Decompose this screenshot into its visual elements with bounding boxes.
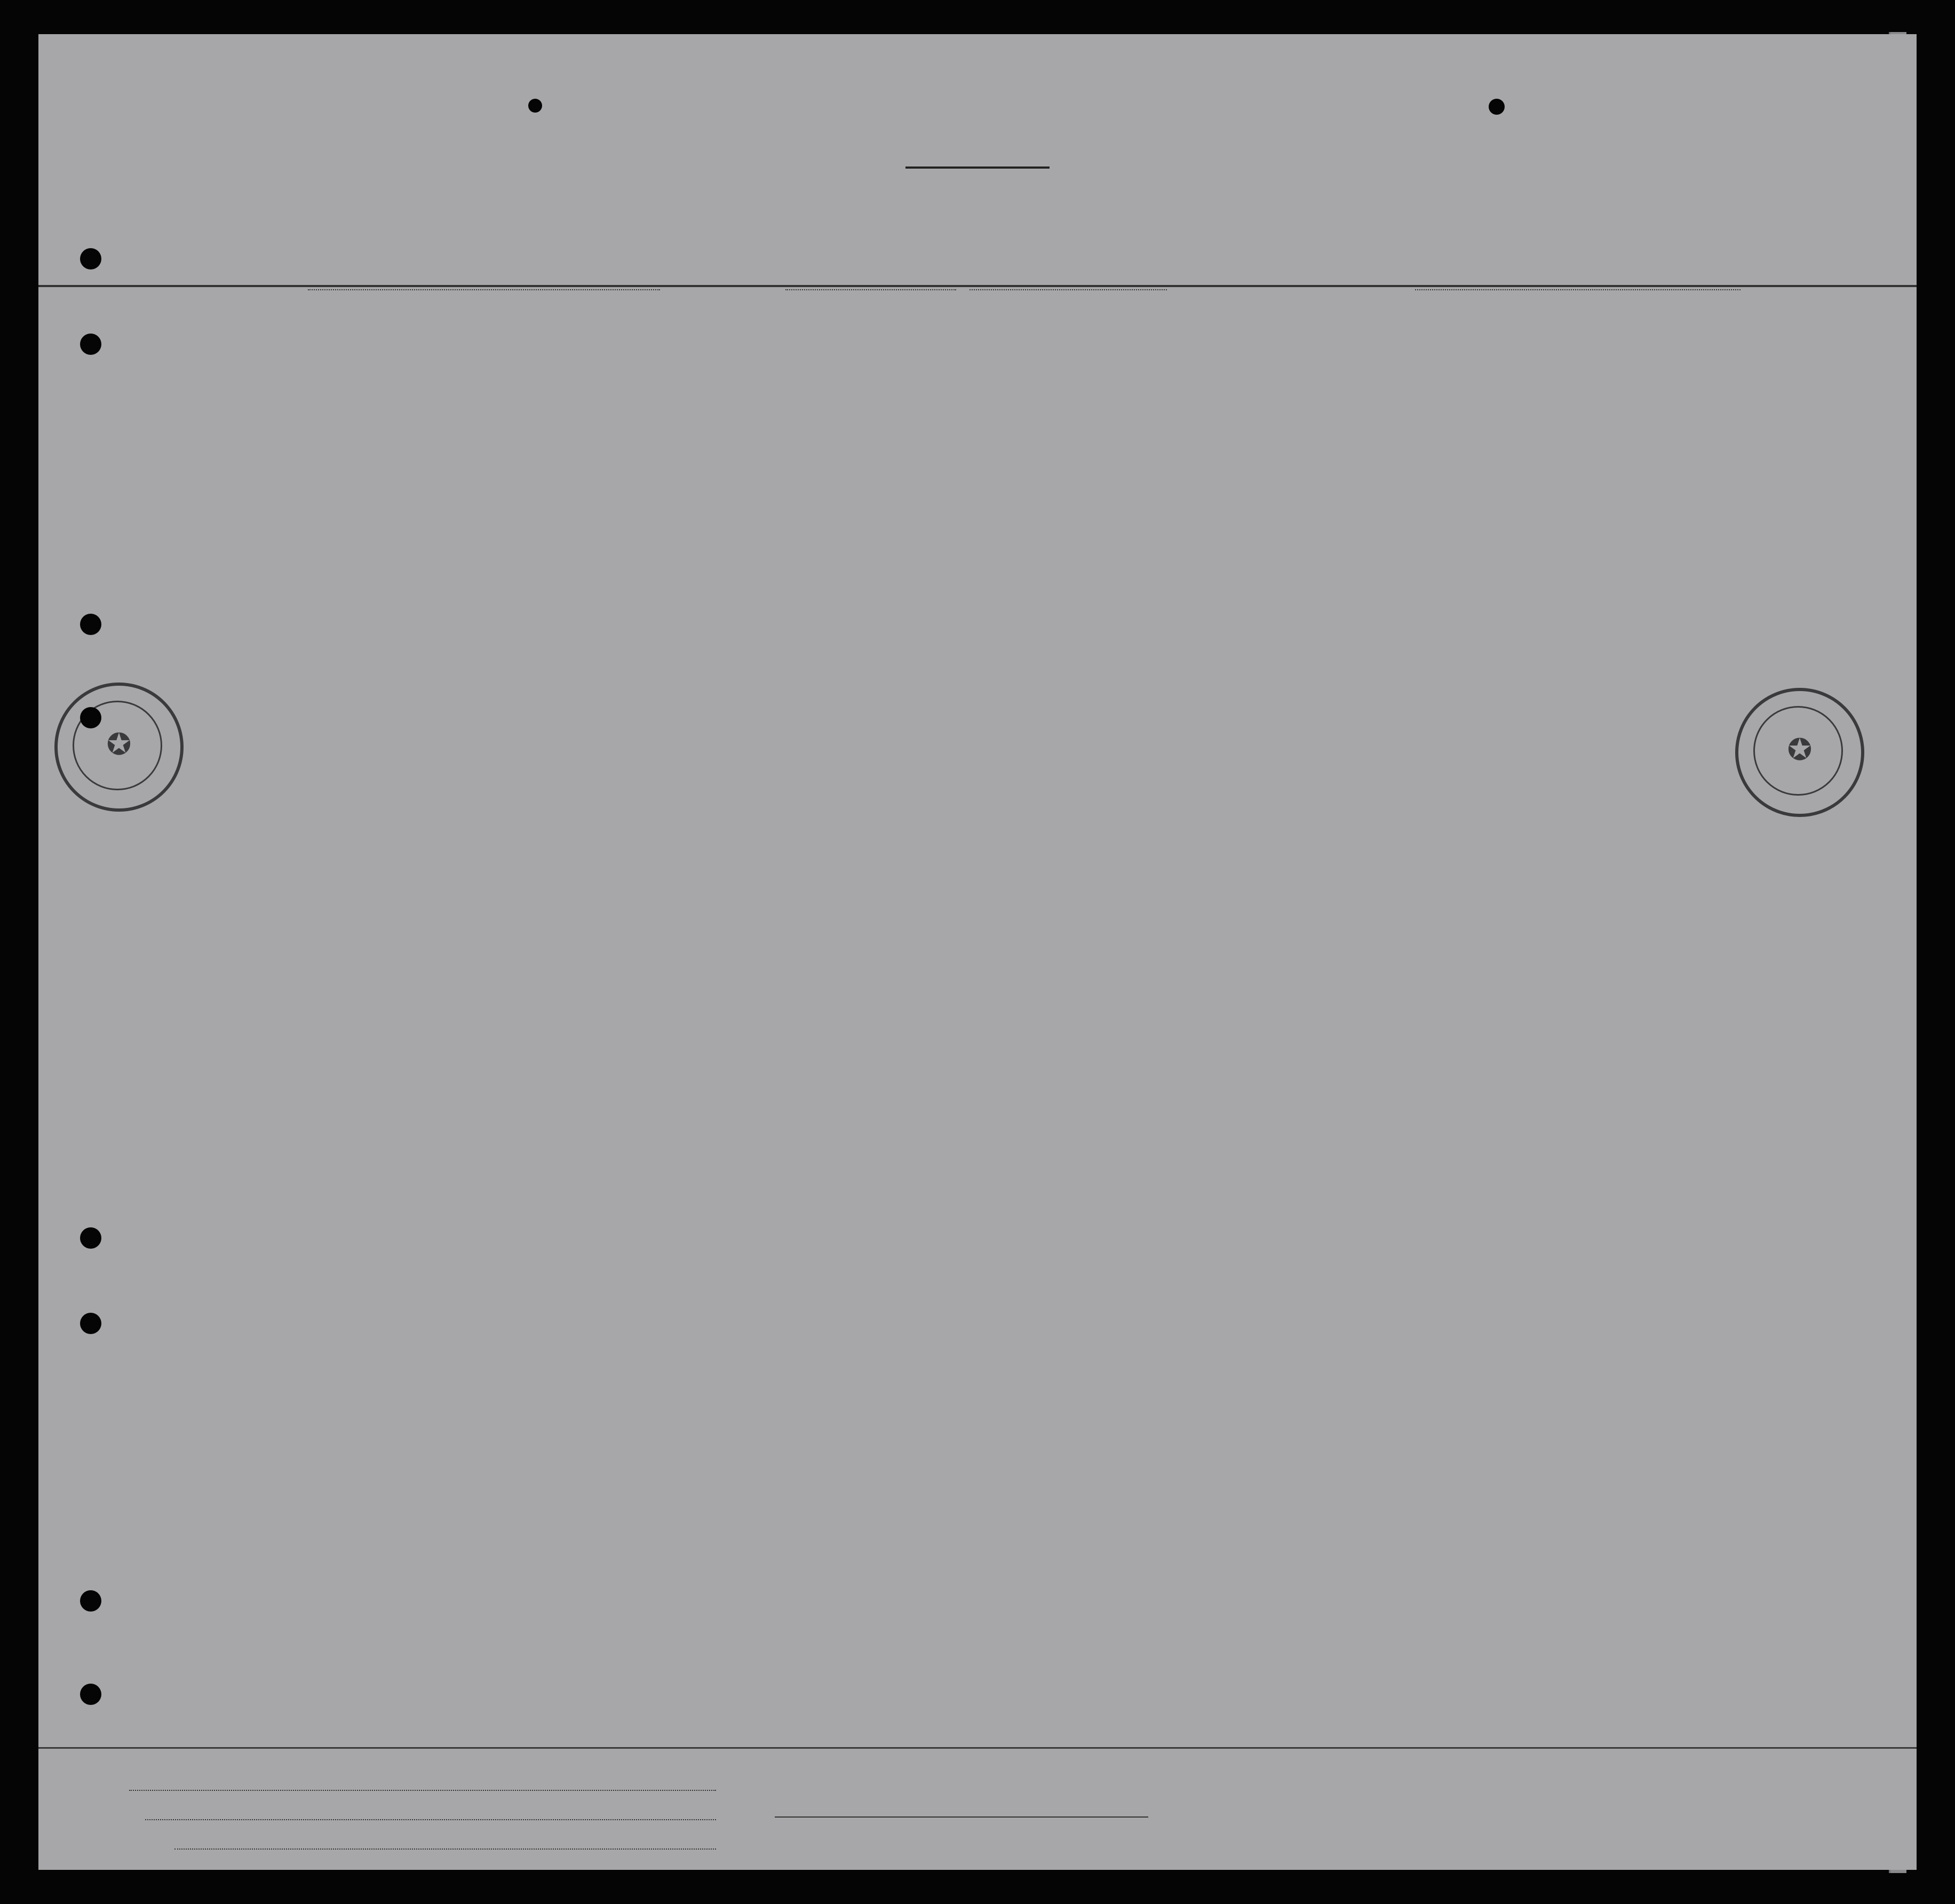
punch-hole xyxy=(80,1313,101,1334)
consulate-stamp-right xyxy=(1735,688,1864,817)
eagle-seal-icon: ✪ xyxy=(106,727,132,762)
vessel-rule xyxy=(308,289,660,290)
punch-hole xyxy=(80,707,101,728)
punch-hole xyxy=(80,248,101,269)
date-rule xyxy=(969,289,1167,290)
port-rule xyxy=(1415,289,1741,290)
eagle-seal-icon: ✪ xyxy=(1787,733,1813,767)
manifest-page xyxy=(38,34,1917,1870)
punch-hole xyxy=(80,1227,101,1249)
footer-line-rule xyxy=(129,1790,716,1791)
punch-hole xyxy=(80,1590,101,1612)
title-rule xyxy=(905,166,1050,169)
arriving-rule xyxy=(785,289,956,290)
punch-hole xyxy=(1489,99,1505,115)
footer-rule xyxy=(38,1747,1917,1749)
punch-hole xyxy=(80,334,101,355)
punch-hole xyxy=(528,99,542,113)
consulate-stamp-left xyxy=(54,683,184,812)
table-top-rule xyxy=(38,285,1917,287)
signature-rule xyxy=(775,1816,1148,1818)
punch-hole xyxy=(80,1684,101,1705)
footer-agents-rule xyxy=(174,1849,716,1850)
punch-hole xyxy=(80,614,101,635)
footer-owners-rule xyxy=(145,1819,716,1820)
